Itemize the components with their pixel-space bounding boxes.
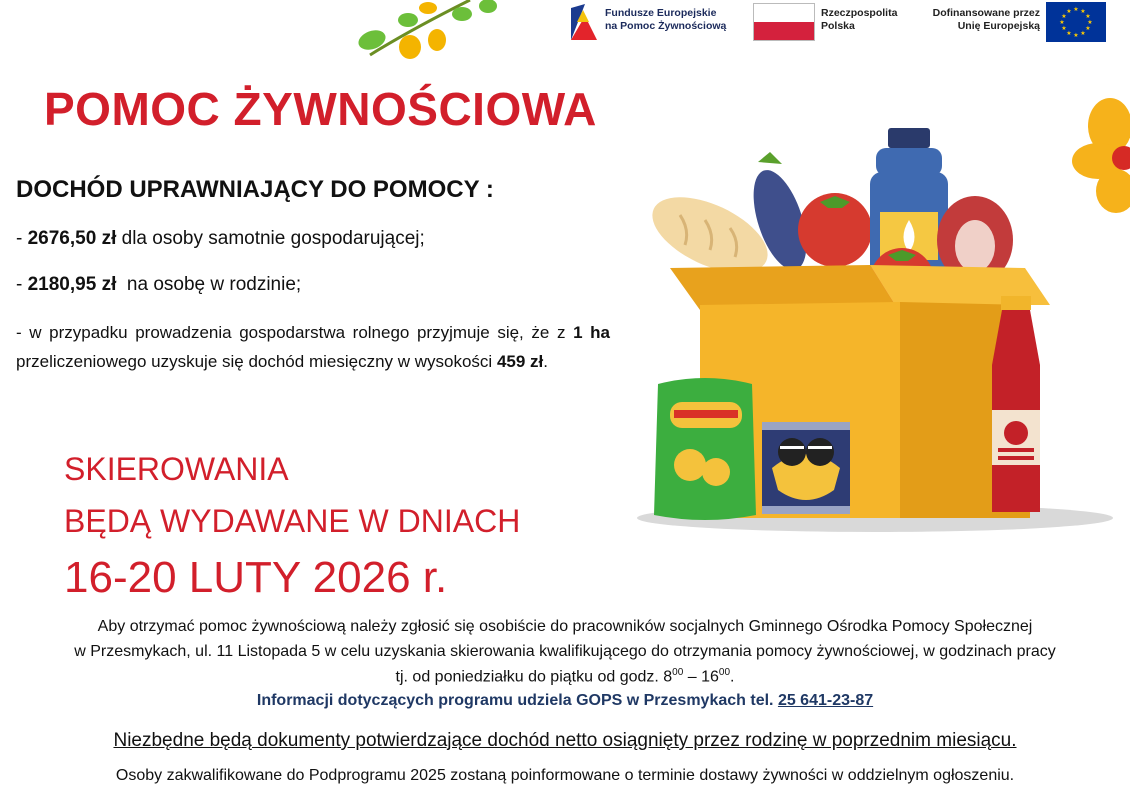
farm-text1: - w przypadku prowadzenia gospodarstwa rolnego przyjmuje się, że z (16, 323, 574, 342)
hour-end-sup: 00 (718, 667, 731, 678)
fe-line1: Fundusze Europejskie (605, 7, 717, 19)
working-hours (0, 667, 1130, 686)
info-line2: w Przesmykach, ul. 11 Listopada 5 w celu uzyskania skierowania kwalifikującego do otrzymania pomocy żywnościowej, w godzinach pracy (74, 643, 1056, 660)
pl-line1: Rzeczpospolita (821, 7, 898, 19)
svg-text:★: ★ (1061, 13, 1067, 20)
fe-line2: na Pomoc Żywnościową (605, 20, 727, 32)
svg-text:★: ★ (1080, 8, 1086, 15)
svg-text:★: ★ (1073, 32, 1079, 39)
family-prefix: - (16, 274, 28, 295)
referrals-line2: BĘDĄ WYDAWANE W DNIACH (64, 503, 521, 539)
european-funds-logo-text (605, 7, 726, 33)
svg-text:★: ★ (1059, 19, 1065, 26)
polish-republic-logo-text (821, 7, 897, 33)
pl-line2: Polska (821, 20, 855, 32)
ue-line2: Unię Europejską (957, 20, 1040, 32)
referrals-dates: 16-20 LUTY 2026 r. (64, 553, 448, 602)
svg-text:★: ★ (1066, 8, 1072, 15)
farm-ha: 1 ha (573, 323, 610, 342)
svg-text:★: ★ (1066, 30, 1072, 37)
ue-line1: Dofinansowane przez (932, 7, 1040, 19)
documents-notice: Niezbędne będą dokumenty potwierdzające dochód netto osiągnięty przez rodzinę w poprzednim miesiącu. (113, 730, 1017, 751)
grocery-box-illustration-icon (630, 120, 1120, 540)
svg-text:★: ★ (1073, 6, 1079, 13)
income-heading: DOCHÓD UPRAWNIAJĄCY DO POMOCY : (16, 176, 494, 203)
family-amount: 2180,95 zł (27, 274, 117, 295)
hours-suffix: . (730, 668, 735, 686)
branch-decoration (350, 0, 500, 64)
hours-dash: – 16 (683, 668, 719, 686)
phone-number-link[interactable]: 25 641-23-87 (777, 692, 874, 709)
family-text: na osobę w rodzinie; (116, 274, 302, 295)
delivery-notice: Osoby zakwalifikowane do Podprogramu 2025 zostaną poinformowane o terminie dostawy żywności w oddzielnym ogłoszeniu. (115, 767, 1015, 784)
svg-text:★: ★ (1085, 25, 1091, 32)
single-amount: 2676,50 zł (27, 228, 117, 249)
contact-info (0, 692, 1130, 710)
contact-text: Informacji dotyczących programu udziela GOPS w Przesmykach tel. (256, 692, 778, 709)
svg-text:★: ★ (1080, 30, 1086, 37)
eu-cofunded-logo-text (905, 7, 1040, 33)
svg-text:★: ★ (1087, 19, 1093, 26)
farm-text3: . (543, 352, 548, 371)
single-income-line (16, 228, 425, 250)
svg-text:★: ★ (1085, 13, 1091, 20)
svg-text:★: ★ (1061, 25, 1067, 32)
eu-flag-icon (1046, 2, 1106, 42)
family-income-line (16, 274, 301, 296)
referrals-line1: SKIEROWANIA (64, 451, 289, 487)
logo-strip (565, 0, 1110, 46)
single-text: dla osoby samotnie gospodarującej; (116, 228, 425, 249)
flower-decoration-icon (1068, 96, 1130, 216)
polish-flag-icon (753, 3, 815, 41)
european-funds-logo-icon (569, 2, 599, 42)
farm-text2: przeliczeniowego uzyskuje się dochód miesięczny w wysokości (16, 352, 497, 371)
hour-start-sup: 00 (672, 667, 684, 678)
farm-income-paragraph (16, 318, 610, 376)
info-line1: Aby otrzymać pomoc żywnościową należy zgłosić się osobiście do pracowników socjalnych Gminnego Ośrodka Pomocy Społecznej (97, 618, 1033, 635)
farm-amount: 459 zł (496, 352, 544, 371)
page-title: POMOC ŻYWNOŚCIOWA (44, 83, 597, 135)
single-prefix: - (16, 228, 28, 249)
hours-prefix: tj. od poniedziałku do piątku od godz. 8 (395, 668, 673, 686)
